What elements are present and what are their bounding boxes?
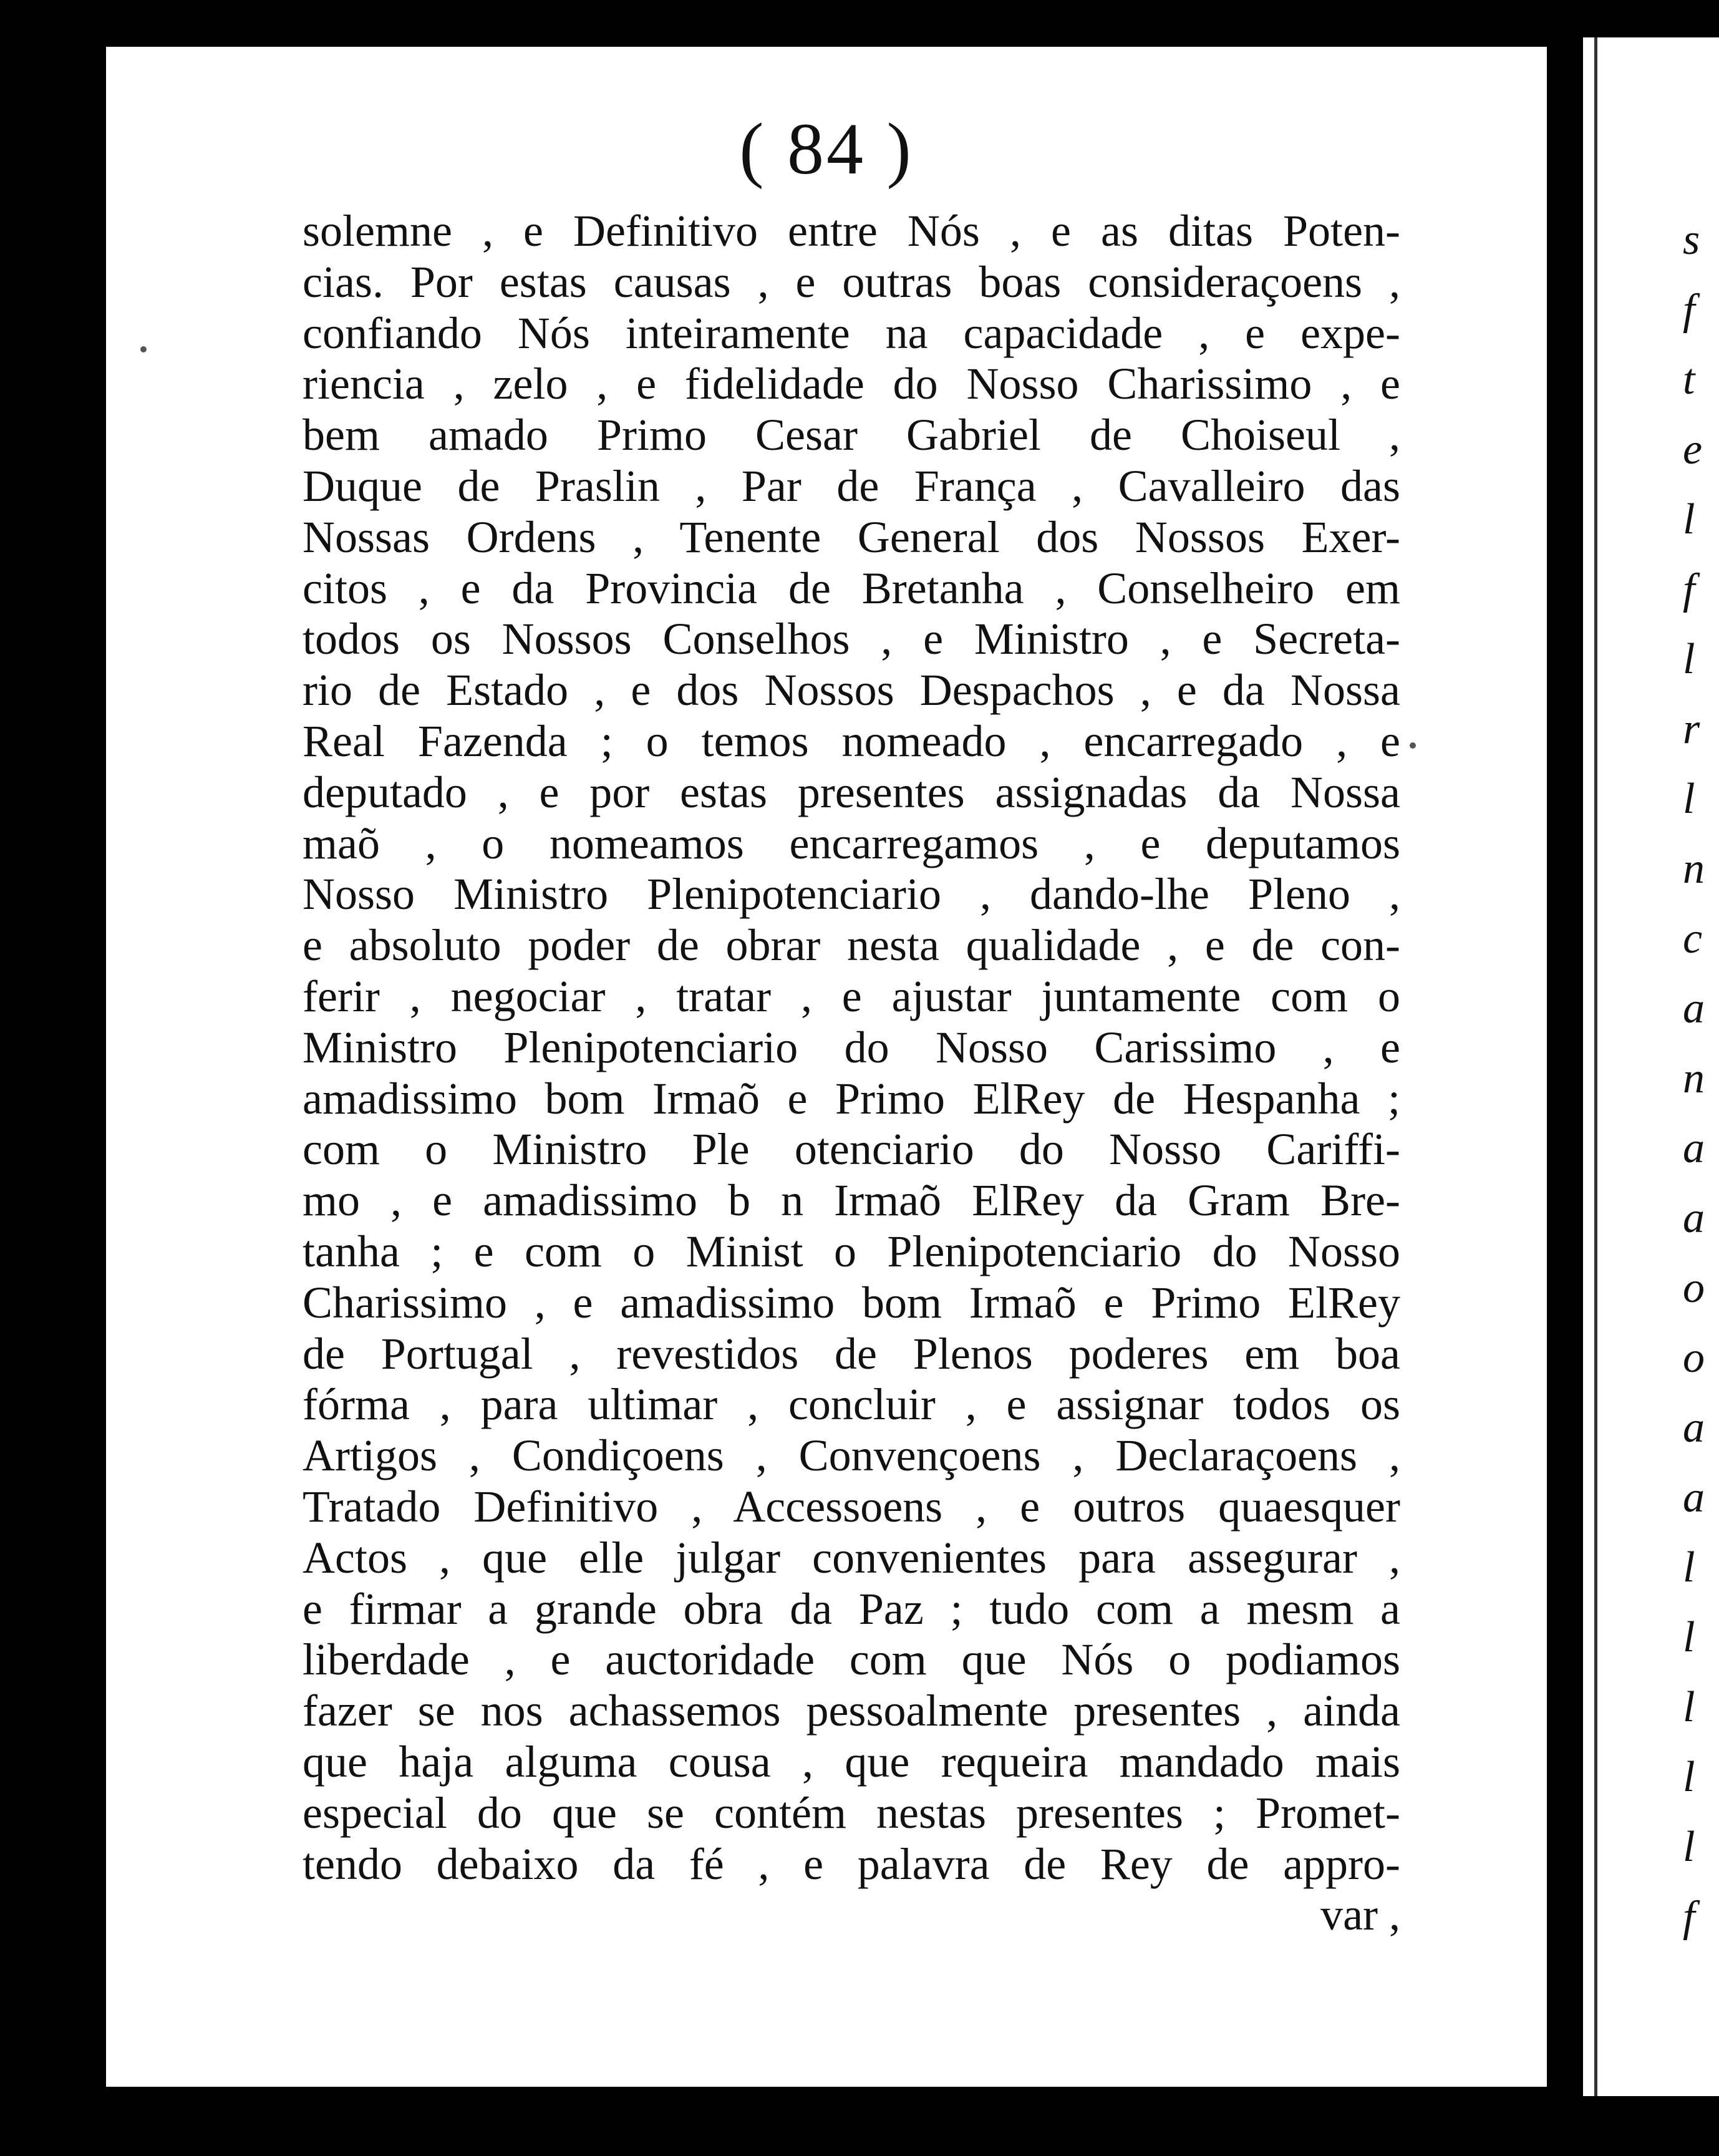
adjacent-page-glyph: l: [1683, 1753, 1695, 1801]
gutter-shadow: [1564, 37, 1583, 2096]
text-line: Real Fazenda ; o temos nomeado , encarregado , e: [303, 716, 1400, 766]
text-line: cias. Por estas causas , e outras boas consideraçoens ,: [303, 256, 1400, 307]
text-line: riencia , zelo , e fidelidade do Nosso Charissimo , e: [303, 359, 1400, 409]
text-line: liberdade , e auctoridade com que Nós o podiamos: [303, 1634, 1400, 1685]
text-line: bem amado Primo Cesar Gabriel de Choiseul ,: [303, 410, 1400, 460]
text-line: maõ , o nomeamos encarregamos , e deputamos: [303, 818, 1400, 868]
text-line: fórma , para ultimar , concluir , e assignar todos os: [303, 1379, 1400, 1430]
text-line: solemne , e Definitivo entre Nós , e as ditas Poten-: [303, 206, 1400, 256]
text-line: especial do que se contém nestas presentes ; Promet-: [303, 1787, 1400, 1838]
body-text: [303, 206, 1400, 1941]
text-line: com o Ministro Ple otenciario do Nosso Cariffi-: [303, 1124, 1400, 1175]
adjacent-page-glyph: f: [1683, 286, 1695, 334]
adjacent-page-glyph: n: [1683, 845, 1705, 893]
text-line: e absoluto poder de obrar nesta qualidade , e de con-: [303, 920, 1400, 971]
text-line: Charissimo , e amadissimo bom Irmaõ e Primo ElRey: [303, 1277, 1400, 1328]
adjacent-page-glyph: a: [1683, 1194, 1705, 1242]
adjacent-page-glyph: o: [1683, 1264, 1705, 1312]
adjacent-page-glyph: l: [1683, 1683, 1695, 1731]
page-number: ( 84 ): [739, 108, 914, 190]
adjacent-page-glyph: o: [1683, 1334, 1705, 1382]
text-line: e firmar a grande obra da Paz ; tudo com a mesm a: [303, 1583, 1400, 1634]
text-line: tanha ; e com o Minist o Plenipotenciario do Nosso: [303, 1226, 1400, 1276]
text-line: fazer se nos achassemos pessoalmente presentes , ainda: [303, 1686, 1400, 1736]
text-line: citos , e da Provincia de Bretanha , Conselheiro em: [303, 563, 1400, 613]
text-line: Tratado Definitivo , Accessoens , e outros quaesquer: [303, 1481, 1400, 1532]
text-line: todos os Nossos Conselhos , e Ministro , e Secreta-: [303, 614, 1400, 664]
text-line: mo , e amadissimo b n Irmaõ ElRey da Gram Bre-: [303, 1175, 1400, 1226]
adjacent-page-glyph: a: [1683, 1474, 1705, 1522]
adjacent-page-glyph: l: [1683, 495, 1695, 543]
text-line: amadissimo bom Irmaõ e Primo ElRey de Hespanha ;: [303, 1073, 1400, 1124]
adjacent-page-glyph: f: [1683, 1893, 1695, 1941]
adjacent-page-glyph: l: [1683, 775, 1695, 823]
adjacent-page-glyph: r: [1683, 705, 1700, 753]
adjacent-page-glyph: l: [1683, 635, 1695, 683]
adjacent-page-glyph: t: [1683, 356, 1695, 404]
text-line: Duque de Praslin , Par de França , Cavalleiro das: [303, 460, 1400, 511]
adjacent-page-glyph: n: [1683, 1054, 1705, 1102]
adjacent-page-glyph: a: [1683, 1124, 1705, 1172]
book-page: [106, 47, 1547, 2087]
adjacent-page-glyph: s: [1683, 216, 1700, 264]
text-line: deputado , e por estas presentes assignadas da Nossa: [303, 767, 1400, 817]
text-line: confiando Nós inteiramente na capacidade , e expe-: [303, 308, 1400, 358]
text-line: de Portugal , revestidos de Plenos poderes em boa: [303, 1328, 1400, 1379]
text-line: Nosso Ministro Plenipotenciario , dando-lhe Pleno ,: [303, 869, 1400, 920]
text-line: Actos , que elle julgar convenientes para assegurar ,: [303, 1532, 1400, 1583]
text-line: Ministro Plenipotenciario do Nosso Carissimo , e: [303, 1022, 1400, 1072]
text-line: que haja alguma cousa , que requeira mandado mais: [303, 1736, 1400, 1787]
adjacent-page-glyph: l: [1683, 1543, 1695, 1591]
text-line: rio de Estado , e dos Nossos Despachos , e da Nossa: [303, 665, 1400, 716]
adjacent-page-glyph: f: [1683, 565, 1695, 613]
text-line: ferir , negociar , tratar , e ajustar juntamente com o: [303, 971, 1400, 1021]
ink-speck: [140, 346, 147, 352]
text-line: var ,: [1320, 1890, 1400, 1940]
adjacent-page-glyph: l: [1683, 1823, 1695, 1871]
ink-speck: [1410, 742, 1416, 749]
page-edge-rule: [1594, 37, 1597, 2096]
adjacent-page-glyph: a: [1683, 1404, 1705, 1452]
adjacent-page-glyph: l: [1683, 1613, 1695, 1661]
text-line: Artigos , Condiçoens , Convençoens , Declaraçoens ,: [303, 1430, 1400, 1481]
adjacent-page-glyph: a: [1683, 984, 1705, 1032]
adjacent-page-edge: [1564, 37, 1719, 2096]
text-line: Nossas Ordens , Tenente General dos Nossos Exer-: [303, 512, 1400, 562]
text-line: tendo debaixo da fé , e palavra de Rey de appro-: [303, 1838, 1400, 1889]
adjacent-page-glyph: e: [1683, 425, 1703, 473]
adjacent-page-glyph: c: [1683, 915, 1703, 963]
